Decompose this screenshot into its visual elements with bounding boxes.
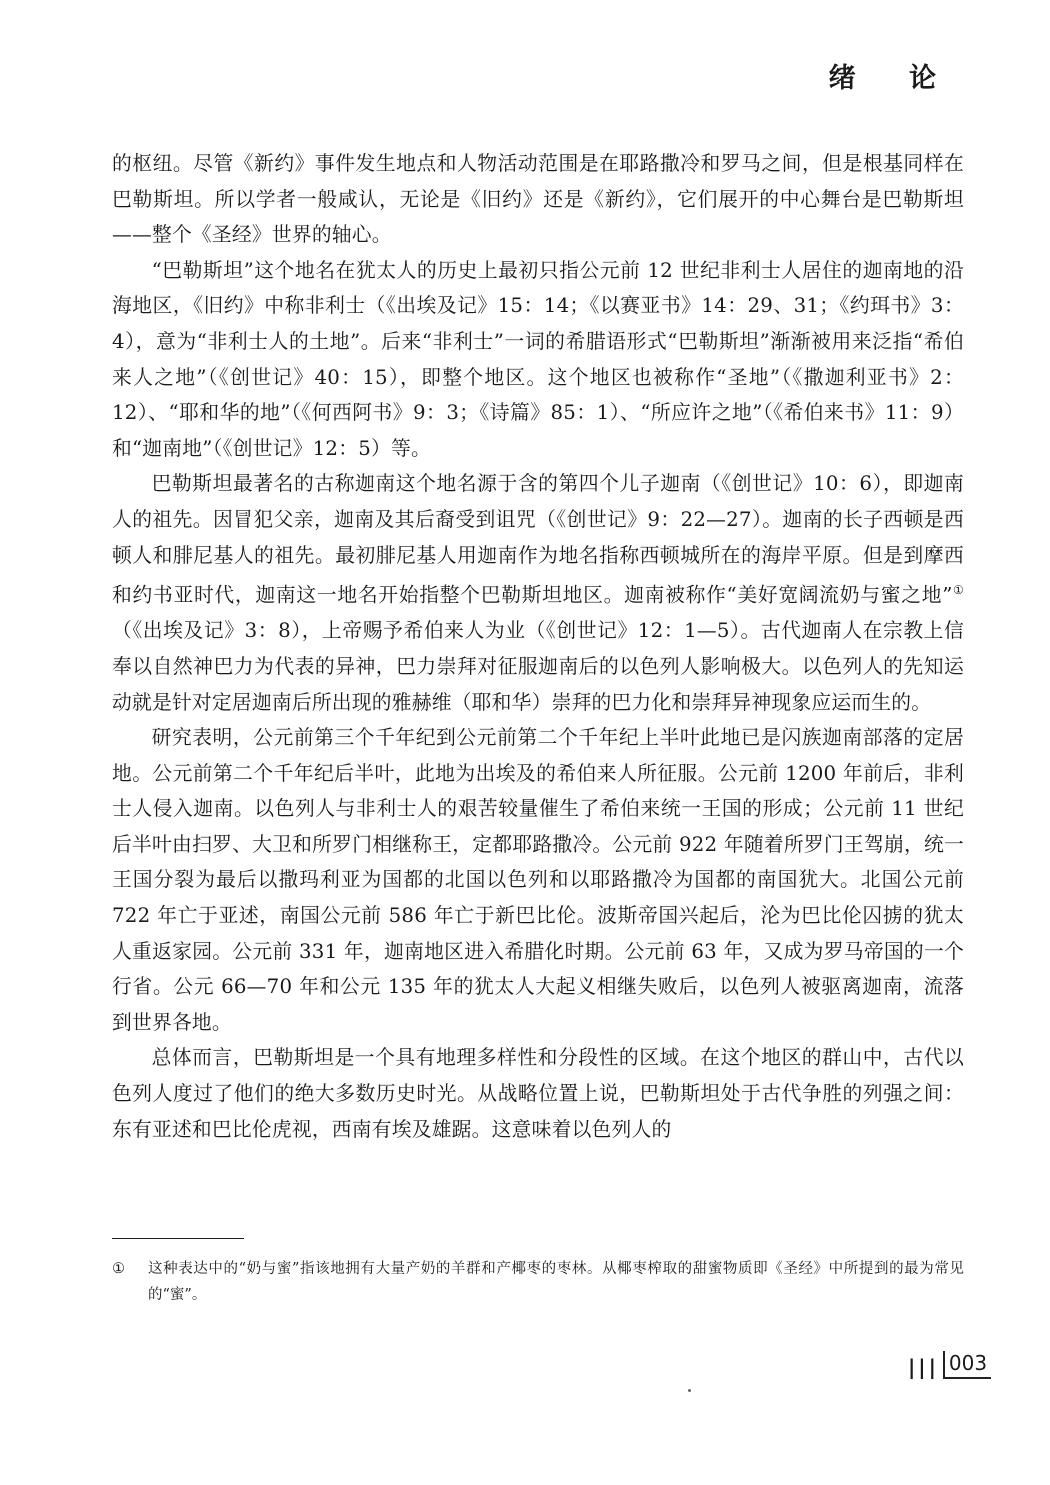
paragraph: [112, 466, 964, 720]
footnote-item: [112, 1256, 964, 1308]
footnote-text: 这种表达中的“奶与蜜”指该地拥有大量产奶的羊群和产椰枣的枣林。从椰枣榨取的甜蜜物质即《圣经》中所提到的最为常见的“蜜”。: [148, 1261, 964, 1303]
paragraph: 研究表明，公元前第三个千年纪到公元前第二个千年纪上半叶此地已是闪族迦南部落的定居地。公元前第二个千年纪后半叶，此地为出埃及的希伯来人所征服。公元前 1200 年前后，非利士人侵入迦南。以色列人与非利士人的艰苦较量催生了希伯来统一王国的形成；公元前 11 世纪后半叶由扫罗、大卫和所罗门相继称王，定都耶路撒冷。公元前 922 年随着所罗门王驾崩，统一王国分裂为最后以撒玛利亚为国都的北国以色列和以耶路撒冷为国都的南国犹大。北国公元前 722 年亡于亚述，南国公元前 586 年亡于新巴比伦。波斯帝国兴起后，沦为巴比伦囚掳的犹太人重返家园。公元前 331 年，迦南地区进入希腊化时期。公元前 63 年，又成为罗马帝国的一个行省。公元 66—70 年和公元 135 年的犹太人大起义相继失败后，以色列人被驱离迦南，流落到世界各地。: [112, 726, 964, 1034]
footnote-reference: ①: [952, 583, 964, 598]
paragraph-text: （《出埃及记》3：8），上帝赐予希伯来人为业（《创世记》12：1—5）。古代迦南人在宗教上信奉以自然神巴力为代表的异神，巴力崇拜对征服迦南后的以色列人影响极大。以色列人的先知运动就是针对定居迦南后所出现的雅赫维（耶和华）崇拜的巴力化和崇拜异神现象应运而生的。: [112, 619, 964, 714]
footnotes: [112, 1256, 964, 1308]
paragraph: 的枢纽。尽管《新约》事件发生地点和人物活动范围是在耶路撒冷和罗马之间，但是根基同样在巴勒斯坦。所以学者一般咸认，无论是《旧约》还是《新约》，它们展开的中心舞台是巴勒斯坦——整个《圣经》世界的轴心。: [112, 152, 964, 247]
footnote-divider: [112, 1238, 244, 1239]
paragraph-text: 巴勒斯坦最著名的古称迦南这个地名源于含的第四个儿子迦南（《创世记》10：6），即迦南人的祖先。因冒犯父亲，迦南及其后裔受到诅咒（《创世记》9：22—27）。迦南的长子西顿是西顿人和腓尼基人的祖先。最初腓尼基人用迦南作为地名指称西顿城所在的海岸平原。但是到摩西和约书亚时代，迦南这一地名开始指整个巴勒斯坦地区。迦南被称作“美好宽阔流奶与蜜之地”: [112, 472, 964, 607]
scan-speck: [688, 1389, 691, 1392]
page-number-value: 003: [943, 1351, 991, 1379]
main-text: [112, 146, 964, 1147]
page-number-ornament: |||: [908, 1355, 939, 1379]
page-number: [908, 1351, 991, 1379]
footnote-marker: ①: [112, 1261, 125, 1277]
paragraph: “巴勒斯坦”这个地名在犹太人的历史上最初只指公元前 12 世纪非利士人居住的迦南地的沿海地区，《旧约》中称非利士（《出埃及记》15：14；《以赛亚书》14：29、31；《约珥书》3：4），意为“非利士人的土地”。后来“非利士”一词的希腊语形式“巴勒斯坦”渐渐被用来泛指“希伯来人之地”（《创世记》40：15），即整个地区。这个地区也被称作“圣地”（《撒迦利亚书》2：12）、“耶和华的地”（《何西阿书》9：3；《诗篇》85：1）、“所应许之地”（《希伯来书》11：9）和“迦南地”（《创世记》12：5）等。: [112, 258, 964, 460]
running-head: 绪 论: [828, 63, 958, 94]
paragraph: 总体而言，巴勒斯坦是一个具有地理多样性和分段性的区域。在这个地区的群山中，古代以色列人度过了他们的绝大多数历史时光。从战略位置上说，巴勒斯坦处于古代争胜的列强之间：东有亚述和巴比伦虎视，西南有埃及雄踞。这意味着以色列人的: [112, 1046, 964, 1141]
